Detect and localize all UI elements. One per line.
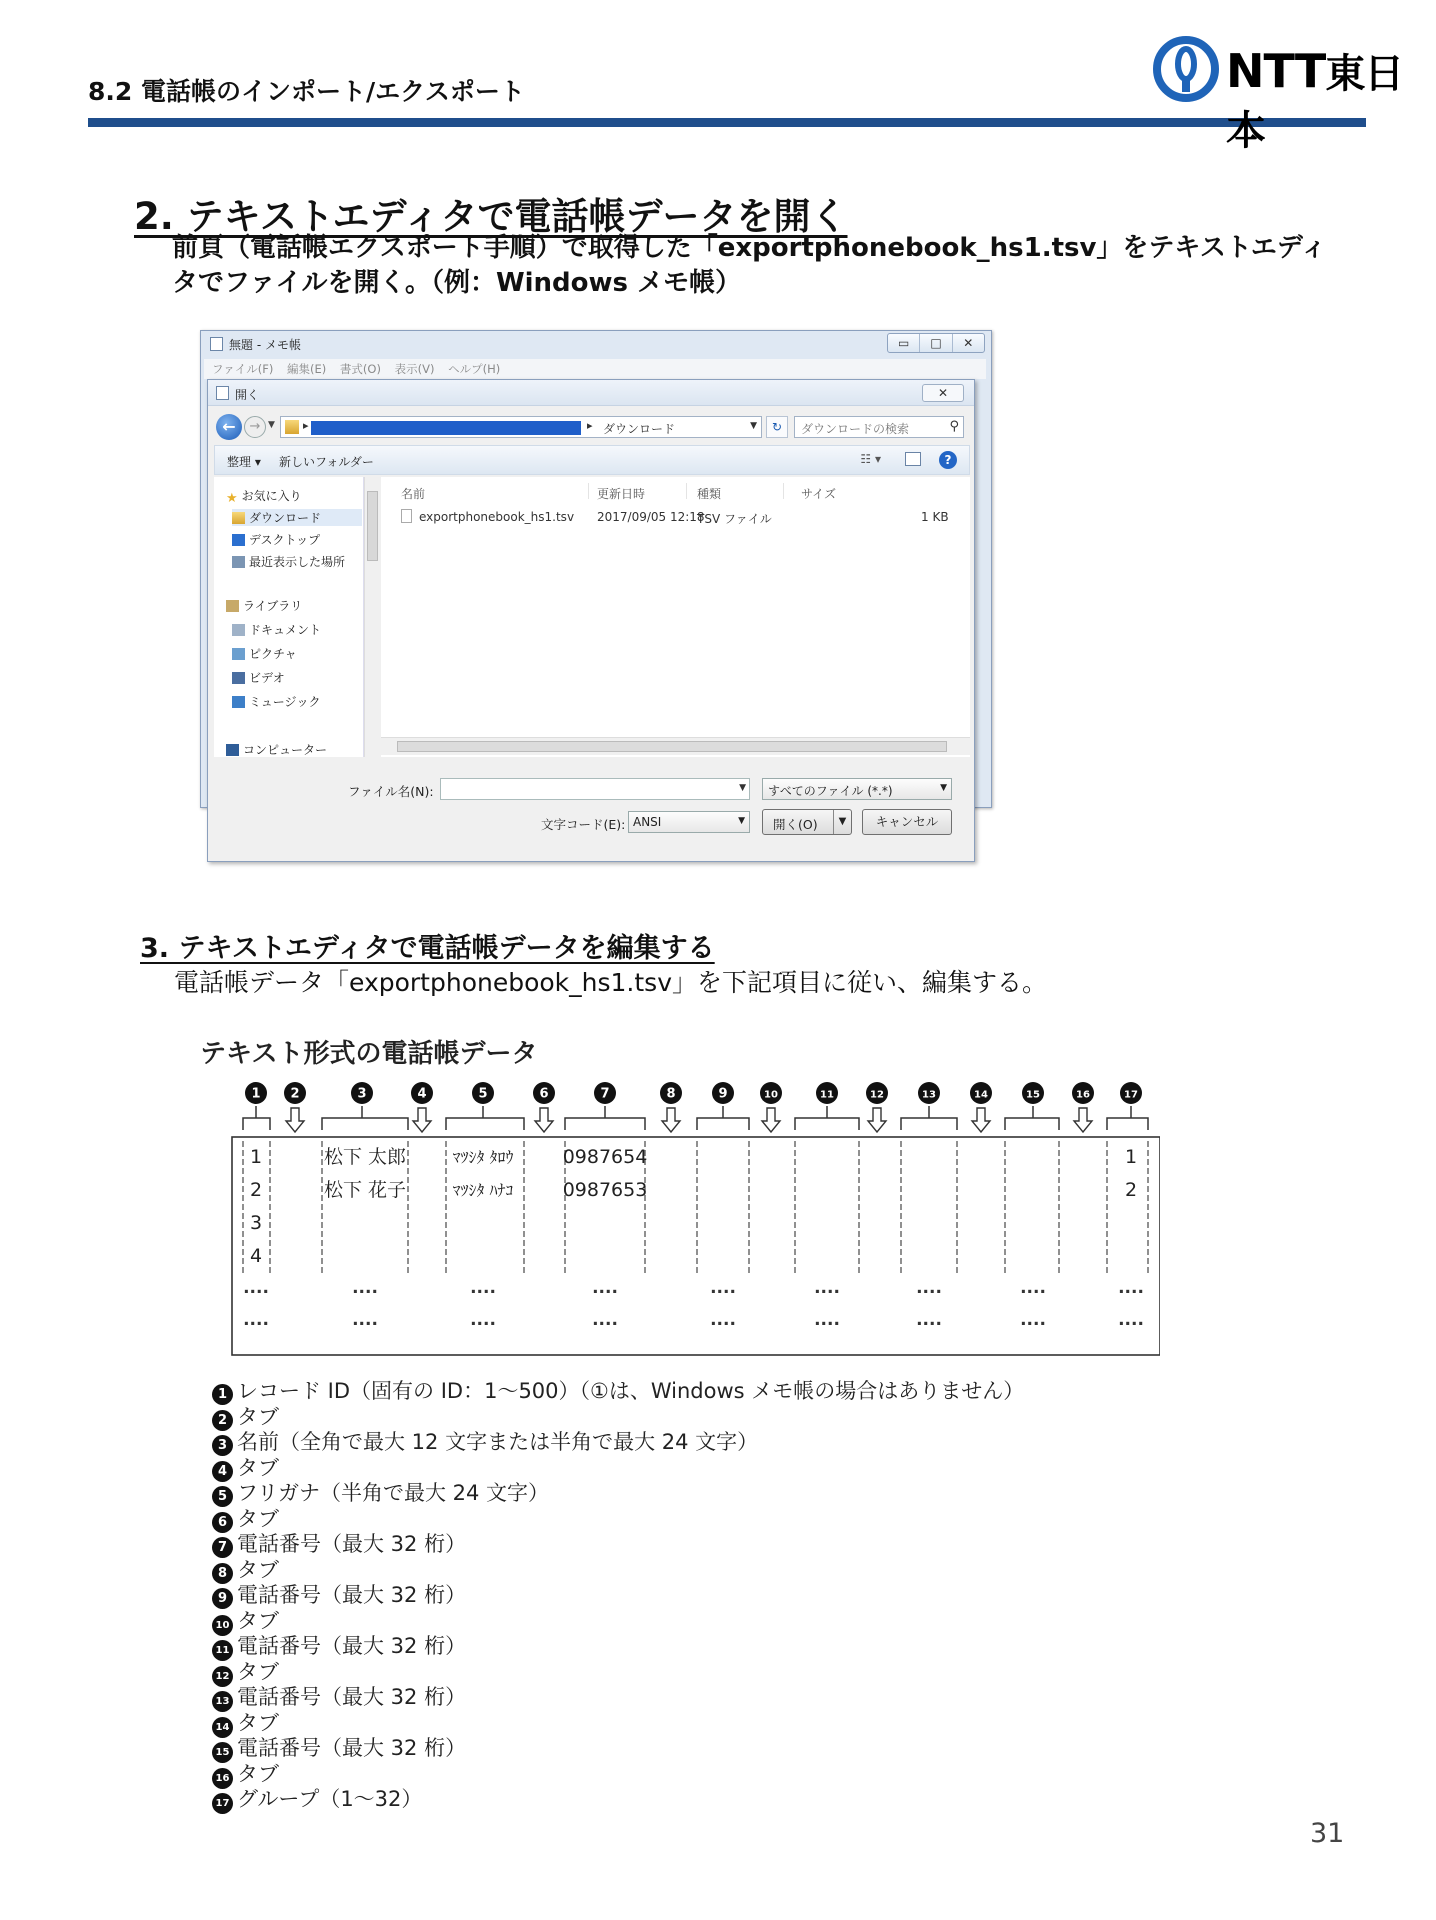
header-rule (88, 118, 1366, 127)
tab-arrow-icon (286, 1108, 304, 1132)
nav-favorites-label: お気に入り (241, 489, 302, 503)
notepad-menubar (204, 359, 986, 379)
horizontal-scroll-thumb[interactable] (397, 741, 947, 752)
file-type-filter[interactable] (762, 778, 952, 800)
nav-videos-label: ビデオ (249, 671, 285, 685)
ellipsis-cell: .... (814, 1310, 840, 1330)
nav-favorites[interactable] (226, 487, 302, 504)
nav-recent-label: 最近表示した場所 (249, 555, 346, 569)
legend-number: 17 (212, 1793, 233, 1814)
record-id-cell: 2 (249, 1179, 263, 1201)
field-bracket (901, 1106, 957, 1130)
phone-cell: 0987653 (562, 1179, 648, 1201)
legend-number: 6 (212, 1512, 233, 1533)
field-bracket (565, 1106, 645, 1130)
navigation-pane (214, 477, 364, 757)
legend-number: 2 (212, 1410, 233, 1431)
legend-text: タブ (237, 1404, 279, 1429)
phonebook-format-diagram (200, 1075, 1160, 1365)
ellipsis-cell: .... (1118, 1310, 1144, 1330)
legend-text: 電話番号（最大 32 桁） (237, 1583, 467, 1607)
field-marker-label: 16 (1076, 1089, 1090, 1101)
field-marker-label: 11 (820, 1089, 834, 1101)
history-dropdown-icon[interactable]: ▼ (268, 420, 275, 430)
star-icon: ★ (226, 491, 238, 506)
ellipsis-cell: .... (1118, 1278, 1144, 1298)
dialog-toolbar (214, 445, 970, 475)
column-name[interactable]: 名前 (401, 487, 426, 501)
nav-recent[interactable] (232, 553, 345, 570)
recent-places-icon (232, 556, 245, 568)
legend-number: 8 (212, 1563, 233, 1584)
search-input[interactable] (794, 416, 964, 438)
nav-scroll-thumb[interactable] (367, 491, 378, 561)
menu-format[interactable]: 書式(O) (339, 362, 381, 376)
ellipsis-cell: .... (592, 1278, 618, 1298)
legend-number: 13 (212, 1691, 233, 1712)
legend-number: 4 (212, 1461, 233, 1482)
field-bracket (1107, 1106, 1148, 1130)
field-marker-label: 1 (251, 1086, 261, 1102)
field-marker-label: 6 (539, 1086, 549, 1102)
legend-number: 15 (212, 1742, 233, 1763)
search-icon: ⚲ (949, 419, 959, 434)
field-marker-label: 2 (290, 1086, 300, 1102)
nav-desktop-label: デスクトップ (249, 533, 321, 547)
window-controls (887, 333, 985, 353)
file-list (381, 477, 970, 757)
file-modified: 2017/09/05 12:18 (597, 510, 705, 524)
column-size[interactable]: サイズ (801, 487, 837, 501)
name-cell: 松下 太郎 (323, 1146, 407, 1168)
pictures-icon (232, 648, 245, 660)
page-number: 31 (1310, 1818, 1345, 1849)
tab-arrow-icon (413, 1108, 431, 1132)
breadcrumb-arrow-icon: ▸ (587, 419, 593, 432)
close-button[interactable]: ✕ (952, 334, 984, 352)
logo-text (1226, 42, 1436, 156)
nav-pictures[interactable] (232, 645, 297, 662)
legend-number: 16 (212, 1768, 233, 1789)
legend-number: 1 (212, 1384, 233, 1405)
nav-computer[interactable] (226, 741, 327, 758)
ellipsis-cell: .... (352, 1310, 378, 1330)
new-folder-button[interactable]: 新しいフォルダー (279, 455, 374, 469)
legend-text: 電話番号（最大 32 桁） (237, 1736, 467, 1760)
filename-label: ファイル名(N): (348, 784, 434, 799)
field-marker-label: 7 (600, 1086, 610, 1102)
encoding-dropdown-icon: ▼ (738, 816, 745, 826)
breadcrumb-arrow-icon: ▸ (303, 419, 309, 432)
legend-text: タブ (237, 1608, 279, 1633)
field-marker-label: 8 (666, 1086, 676, 1102)
record-id-cell: 4 (249, 1245, 263, 1267)
column-divider[interactable] (783, 483, 784, 499)
tab-arrow-icon (762, 1108, 780, 1132)
maximize-button[interactable]: □ (919, 334, 951, 352)
column-divider[interactable] (588, 483, 589, 499)
field-bracket (322, 1106, 408, 1130)
legend-item (212, 1783, 422, 1814)
address-row (214, 413, 970, 441)
legend-item (212, 1426, 758, 1456)
kana-cell: ﾏﾂｼﾀ ﾊﾅｺ (452, 1181, 514, 1200)
dialog-icon (216, 386, 229, 400)
logo-name: 東日本 (1226, 51, 1404, 154)
notepad-icon (210, 337, 223, 351)
desktop-icon (232, 534, 245, 546)
open-button[interactable] (762, 809, 852, 835)
filename-dropdown-icon[interactable]: ▼ (739, 783, 746, 793)
legend-text: 電話番号（最大 32 桁） (237, 1685, 467, 1709)
search-placeholder: ダウンロードの検索 (801, 422, 910, 436)
legend-text: タブ (237, 1659, 279, 1684)
horizontal-scrollbar[interactable] (381, 737, 970, 755)
file-type-filter-value: すべてのファイル (*.*) (768, 784, 893, 798)
section3-title: 3. テキストエディタで電話帳データを編集する (140, 933, 715, 964)
field-bracket (243, 1106, 270, 1130)
tab-arrow-icon (972, 1108, 990, 1132)
videos-icon (232, 672, 245, 684)
legend-text: フリガナ（半角で最大 24 文字） (237, 1481, 550, 1505)
column-type[interactable]: 種類 (697, 487, 722, 501)
tab-arrow-icon (535, 1108, 553, 1132)
view-options-button[interactable]: ☷ ▾ (860, 452, 881, 466)
ellipsis-cell: .... (352, 1278, 378, 1298)
field-marker-label: 14 (974, 1089, 988, 1101)
legend-text: 名前（全角で最大 12 文字または半角で最大 24 文字） (237, 1430, 759, 1454)
refresh-button[interactable]: ↻ (766, 416, 788, 438)
back-button[interactable]: ← (216, 414, 242, 440)
ellipsis-cell: .... (814, 1278, 840, 1298)
ellipsis-cell: .... (470, 1278, 496, 1298)
legend-number: 3 (212, 1435, 233, 1456)
cancel-button[interactable]: キャンセル (862, 809, 952, 835)
field-bracket (795, 1106, 859, 1130)
dialog-titlebar (208, 380, 974, 406)
field-marker-label: 13 (922, 1089, 936, 1101)
legend-number: 5 (212, 1486, 233, 1507)
legend-text: タブ (237, 1455, 279, 1480)
legend-text: タブ (237, 1710, 279, 1735)
field-marker-label: 9 (718, 1086, 728, 1102)
nav-downloads-label: ダウンロード (249, 511, 322, 525)
ellipsis-cell: .... (470, 1310, 496, 1330)
field-marker-label: 4 (417, 1086, 427, 1102)
logo-brand: NTT (1226, 44, 1326, 98)
nav-pictures-label: ピクチャ (249, 647, 297, 661)
menu-view[interactable]: 表示(V) (394, 362, 435, 376)
nav-documents[interactable] (232, 621, 321, 638)
file-size: 1 KB (921, 510, 949, 524)
preview-pane-icon[interactable] (905, 452, 921, 466)
documents-icon (232, 624, 245, 636)
encoding-value: ANSI (633, 815, 662, 829)
forward-button[interactable]: → (244, 416, 266, 438)
encoding-select[interactable] (628, 811, 750, 833)
legend-number: 10 (212, 1615, 233, 1636)
nav-videos[interactable] (232, 669, 285, 686)
filename-input[interactable] (440, 778, 750, 800)
nav-libraries-label: ライブラリ (243, 599, 303, 613)
tab-arrow-icon (868, 1108, 886, 1132)
field-marker-label: 3 (357, 1086, 367, 1102)
ellipsis-cell: .... (1020, 1278, 1046, 1298)
legend-text: 電話番号（最大 32 桁） (237, 1532, 467, 1556)
notepad-title: 無題 - メモ帳 (229, 338, 301, 352)
address-path-redacted (311, 421, 581, 435)
nav-desktop[interactable] (232, 531, 320, 548)
field-bracket (1005, 1106, 1059, 1130)
kana-cell: ﾏﾂｼﾀ ﾀﾛｳ (452, 1148, 514, 1167)
group-cell: 1 (1124, 1146, 1138, 1168)
record-id-cell: 3 (249, 1212, 263, 1234)
legend-text: タブ (237, 1506, 279, 1531)
section2-body: 前頁（電話帳エクスポート手順）で取得した「exportphonebook_hs1.tsv」をテキストエディタでファイルを開く。（例：Windows メモ帳） (172, 233, 1327, 298)
ellipsis-cell: .... (243, 1278, 269, 1298)
minimize-button[interactable]: ▭ (897, 336, 910, 350)
dialog-title: 開く (235, 388, 260, 402)
menu-help[interactable]: ヘルプ(H) (448, 362, 501, 376)
nav-downloads[interactable] (232, 509, 362, 526)
dialog-close-button[interactable]: ✕ (922, 384, 964, 402)
address-bar[interactable] (280, 416, 762, 438)
field-marker-label: 12 (870, 1089, 884, 1101)
legend-number: 14 (212, 1717, 233, 1738)
folder-icon (285, 420, 299, 434)
nav-libraries[interactable] (226, 597, 302, 614)
column-divider[interactable] (686, 483, 687, 499)
ellipsis-cell: .... (243, 1310, 269, 1330)
filter-dropdown-icon: ▼ (940, 783, 947, 793)
column-modified[interactable]: 更新日時 (597, 487, 646, 501)
menu-edit[interactable]: 編集(E) (287, 362, 327, 376)
ellipsis-cell: .... (592, 1310, 618, 1330)
field-marker-label: 10 (764, 1089, 778, 1101)
record-id-cell: 1 (249, 1146, 263, 1168)
field-bracket (446, 1106, 524, 1130)
ellipsis-cell: .... (1020, 1310, 1046, 1330)
file-icon (401, 509, 412, 523)
nav-scrollbar[interactable] (364, 477, 380, 757)
music-icon (232, 696, 245, 708)
legend-text: レコード ID（固有の ID：1〜500）（①は、Windows メモ帳の場合はありません） (237, 1379, 1025, 1403)
libraries-icon (226, 600, 239, 612)
ellipsis-cell: .... (916, 1278, 942, 1298)
open-options-icon[interactable]: ▼ (833, 810, 851, 834)
field-marker-label: 15 (1026, 1089, 1040, 1101)
breadcrumb-downloads[interactable]: ダウンロード (603, 422, 676, 436)
field-marker-label: 17 (1124, 1089, 1138, 1101)
organize-button[interactable]: 整理 ▾ (227, 455, 261, 469)
nav-music[interactable] (232, 693, 321, 710)
legend-text: 電話番号（最大 32 桁） (237, 1634, 467, 1658)
legend-number: 7 (212, 1537, 233, 1558)
menu-file[interactable]: ファイル(F) (212, 362, 274, 376)
tab-arrow-icon (1074, 1108, 1092, 1132)
legend-text: グループ（1〜32） (237, 1787, 423, 1811)
ellipsis-cell: .... (710, 1278, 736, 1298)
section-header: 8.2 電話帳のインポート/エクスポート (88, 77, 525, 106)
downloads-folder-icon (232, 512, 245, 524)
section2-title: 2. テキストエディタで電話帳データを開く (134, 195, 848, 238)
legend-item (212, 1375, 1024, 1405)
group-cell: 2 (1124, 1179, 1138, 1201)
nav-documents-label: ドキュメント (249, 623, 322, 637)
file-name: exportphonebook_hs1.tsv (419, 510, 575, 524)
field-bracket (697, 1106, 749, 1130)
field-marker-label: 5 (478, 1086, 488, 1102)
table-title: テキスト形式の電話帳データ (200, 1039, 538, 1069)
open-dialog (207, 379, 975, 862)
file-type: TSV ファイル (697, 512, 772, 526)
legend-text: タブ (237, 1557, 279, 1582)
open-button-label: 開く(O) (773, 817, 818, 832)
file-row[interactable] (381, 507, 970, 527)
legend-text: タブ (237, 1761, 279, 1786)
encoding-label: 文字コード(E): (541, 817, 626, 832)
ellipsis-cell: .... (710, 1310, 736, 1330)
legend-number: 9 (212, 1588, 233, 1609)
legend-number: 11 (212, 1640, 233, 1661)
address-dropdown-icon[interactable]: ▼ (750, 421, 757, 431)
ellipsis-cell: .... (916, 1310, 942, 1330)
help-icon[interactable]: ? (939, 451, 957, 469)
nav-music-label: ミュージック (249, 695, 321, 709)
tab-arrow-icon (662, 1108, 680, 1132)
name-cell: 松下 花子 (323, 1179, 407, 1201)
computer-icon (226, 744, 239, 756)
phone-cell: 0987654 (562, 1146, 648, 1168)
section3-body: 電話帳データ「exportphonebook_hs1.tsv」を下記項目に従い、編集する。 (174, 968, 1048, 997)
legend-number: 12 (212, 1666, 233, 1687)
nav-computer-label: コンピューター (243, 743, 328, 757)
